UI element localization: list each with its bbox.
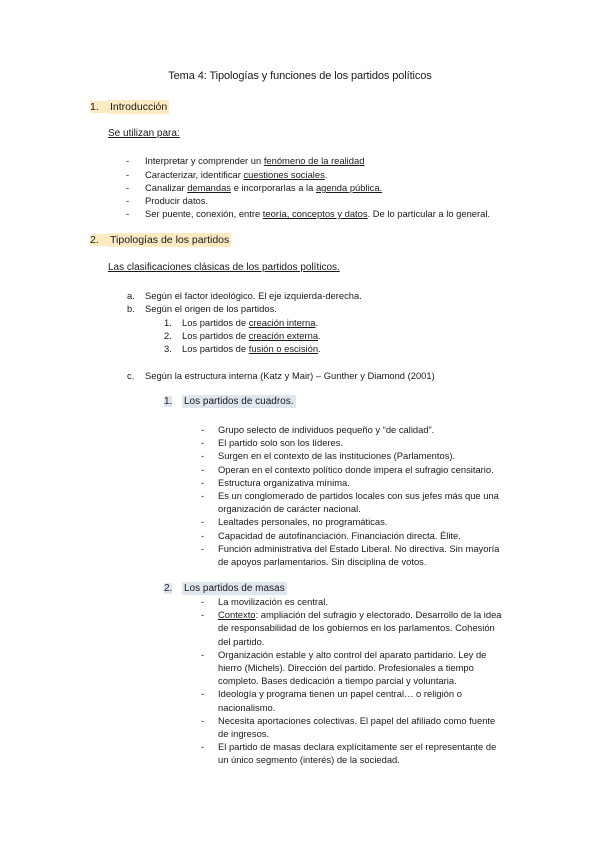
list-item-text: de apoyos parlamentarios. Sin disciplina de votos. bbox=[218, 556, 427, 567]
list-item-text: Surgen en el contexto de las instituciones (Parlamentos). bbox=[218, 450, 456, 462]
subheading-cuadros: 1. Los partidos de cuadros. bbox=[164, 396, 294, 407]
list-item bbox=[201, 608, 502, 621]
bullet-dash: - bbox=[201, 490, 205, 501]
list-item-text: nacionalismo. bbox=[218, 701, 276, 713]
list-item-text: hierro (Michels). Dirección del partido. Profesionales a tiempo bbox=[218, 662, 474, 673]
sub-list-item: 3. Los partidos de fusión o escisión. bbox=[164, 343, 321, 354]
list-item-text: Función administrativa del Estado Liberal. No directiva. Sin mayoría bbox=[218, 542, 500, 554]
list-item-b: b. Según el origen de los partidos. bbox=[127, 303, 277, 314]
list-item-text: El partido de masas declara explícitamente ser el representante de bbox=[218, 741, 497, 753]
bullet-dash: - bbox=[201, 516, 205, 528]
bullet-dash: - bbox=[126, 155, 130, 166]
section-number: 1. bbox=[90, 101, 108, 113]
list-item-text: Necesita aportaciones colectivas. El papel del afiliado como fuente bbox=[218, 714, 496, 726]
bullet-dash: - bbox=[201, 609, 205, 621]
bullet-dash: - bbox=[201, 424, 205, 435]
list-item: - Producir datos. bbox=[126, 195, 209, 206]
list-item-text: La movilización es central. bbox=[218, 596, 328, 607]
sub-list-item: 2. Los partidos de creación externa. bbox=[164, 330, 321, 341]
list-item-a: a. Según el factor ideológico. El eje izquierda-derecha. bbox=[127, 290, 362, 301]
list-item-text: de ingresos. bbox=[218, 728, 270, 739]
section-heading-introduccion bbox=[90, 101, 169, 113]
list-item-text: del partido. bbox=[218, 635, 265, 647]
bullet-dash: - bbox=[201, 688, 205, 700]
page-title: Tema 4: Tipologías y funciones de los partidos políticos bbox=[168, 70, 432, 82]
bullet-dash: - bbox=[201, 714, 205, 726]
bullet-dash: - bbox=[201, 437, 205, 449]
list-item-text: Contexto: ampliación del sufragio y electorado. Desarrollo de la idea bbox=[218, 609, 502, 621]
list-item-text: El partido solo son los líderes. bbox=[218, 437, 344, 449]
list-item: - Canalizar demandas e incorporarlas a la agenda pública. bbox=[126, 182, 383, 193]
bullet-dash: - bbox=[201, 476, 205, 488]
list-item-text: Organización estable y alto control del aparato partidario. Ley de bbox=[218, 648, 487, 660]
bullet-dash: - bbox=[126, 169, 130, 180]
bullet-dash: - bbox=[201, 463, 205, 475]
bullet-dash: - bbox=[201, 542, 205, 554]
list-item bbox=[201, 687, 462, 700]
section-subtitle: Se utilizan para: bbox=[108, 128, 180, 139]
section-number: 2. bbox=[90, 234, 108, 246]
list-item bbox=[201, 449, 456, 462]
list-item: - Caracterizar, identificar cuestiones sociales. bbox=[126, 169, 328, 180]
list-item bbox=[201, 542, 500, 555]
list-item bbox=[201, 648, 487, 661]
bullet-dash: - bbox=[126, 208, 130, 219]
bullet-dash: - bbox=[201, 450, 205, 462]
bullet-dash: - bbox=[201, 648, 205, 660]
section-subtitle: Las clasificaciones clásicas de los partidos políticos. bbox=[108, 262, 340, 273]
list-item-text: Capacidad de autofinanciación. Financiación directa. Élite. bbox=[218, 529, 461, 541]
list-item bbox=[201, 489, 499, 502]
list-item-text: organización de carácter nacional. bbox=[218, 503, 361, 515]
list-item-text: Operan en el contexto político donde impera el sufragio censitario. bbox=[218, 463, 494, 475]
list-item-text: de responsabilidad de los gobiernos en los parlamentos. Cohesión bbox=[218, 622, 495, 634]
bullet-dash: - bbox=[126, 182, 130, 193]
list-item bbox=[201, 714, 496, 727]
list-item bbox=[201, 463, 494, 476]
section-label: Tipologías de los partidos bbox=[110, 234, 230, 246]
list-item bbox=[201, 595, 328, 608]
list-item-text: Grupo selecto de individuos pequeño y “de calidad”. bbox=[218, 424, 435, 435]
list-item: - Interpretar y comprender un fenómeno de la realidad bbox=[126, 155, 365, 166]
subheading-masas: 2. Los partidos de masas bbox=[164, 583, 285, 594]
sub-list-item: 1. Los partidos de creación interna. bbox=[164, 317, 319, 328]
section-heading-tipologias bbox=[90, 234, 231, 246]
list-item-text: Lealtades personales, no programáticas. bbox=[218, 516, 388, 528]
list-item-c: c. Según la estructura interna (Katz y Mair) – Gunther y Diamond (2001) bbox=[127, 370, 435, 381]
list-item-text: un único segmento (interés) de la sociedad. bbox=[218, 754, 400, 766]
list-item-text: Estructura organizativa mínima. bbox=[218, 476, 350, 488]
bullet-dash: - bbox=[201, 529, 205, 541]
list-item bbox=[201, 436, 344, 449]
bullet-dash: - bbox=[201, 596, 205, 607]
list-item bbox=[201, 740, 497, 753]
list-item-text: Es un conglomerado de partidos locales con sus jefes más que una bbox=[218, 490, 499, 501]
section-label: Introducción bbox=[110, 101, 168, 113]
bullet-dash: - bbox=[201, 741, 205, 753]
list-item bbox=[201, 423, 435, 436]
bullet-dash: - bbox=[126, 195, 130, 206]
list-item bbox=[201, 529, 461, 542]
list-item: - Ser puente, conexión, entre teoría, conceptos y datos. De lo particular a lo general. bbox=[126, 208, 491, 219]
list-item bbox=[201, 476, 350, 489]
list-item-text: completo. Bases dedicación a tiempo parcial y voluntaria. bbox=[218, 675, 457, 687]
list-item-text: Ideología y programa tienen un papel central… o religión o bbox=[218, 688, 462, 700]
list-item bbox=[201, 515, 388, 528]
